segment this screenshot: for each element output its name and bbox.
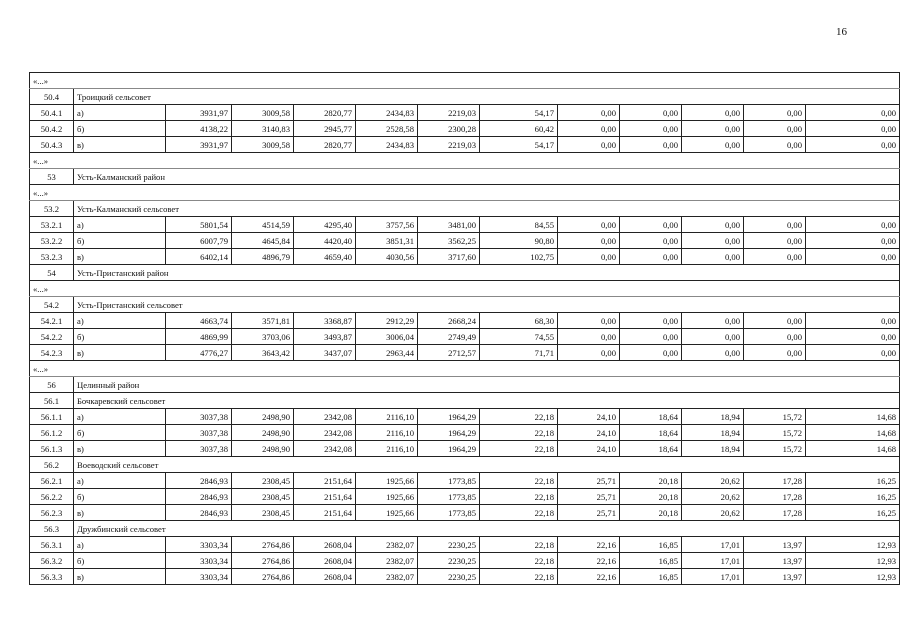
value-cell: 20,18 xyxy=(620,489,682,505)
value-cell: 3437,07 xyxy=(294,345,356,361)
row-code: 54.2.1 xyxy=(30,313,74,329)
group-row xyxy=(30,521,900,537)
table-row xyxy=(30,105,900,121)
value-cell: 0,00 xyxy=(558,329,620,345)
value-cell: 0,00 xyxy=(682,345,744,361)
value-cell: 2764,86 xyxy=(232,537,294,553)
value-cell: 15,72 xyxy=(744,425,806,441)
value-cell: 2382,07 xyxy=(356,569,418,585)
value-cell: 22,18 xyxy=(480,569,558,585)
row-code: 53.2 xyxy=(30,201,74,217)
value-cell: 0,00 xyxy=(744,345,806,361)
value-cell: 20,18 xyxy=(620,473,682,489)
value-cell: 2219,03 xyxy=(418,137,480,153)
value-cell: 2151,64 xyxy=(294,489,356,505)
table-row xyxy=(30,233,900,249)
value-cell: 3931,97 xyxy=(166,105,232,121)
row-code: 56.2.2 xyxy=(30,489,74,505)
value-cell: 0,00 xyxy=(744,217,806,233)
table-row xyxy=(30,569,900,585)
value-cell: 0,00 xyxy=(806,233,900,249)
table-row xyxy=(30,553,900,569)
value-cell: 2230,25 xyxy=(418,537,480,553)
value-cell: 13,97 xyxy=(744,569,806,585)
row-subitem: б) xyxy=(74,425,166,441)
value-cell: 25,71 xyxy=(558,505,620,521)
value-cell: 0,00 xyxy=(620,121,682,137)
group-row xyxy=(30,297,900,313)
ellipsis-row xyxy=(30,153,900,169)
value-cell: 16,85 xyxy=(620,569,682,585)
value-cell: 2116,10 xyxy=(356,425,418,441)
value-cell: 3703,06 xyxy=(232,329,294,345)
value-cell: 3851,31 xyxy=(356,233,418,249)
value-cell: 24,10 xyxy=(558,425,620,441)
value-cell: 0,00 xyxy=(620,137,682,153)
value-cell: 20,62 xyxy=(682,505,744,521)
table-row xyxy=(30,441,900,457)
value-cell: 2749,49 xyxy=(418,329,480,345)
value-cell: 0,00 xyxy=(806,121,900,137)
table-row xyxy=(30,425,900,441)
value-cell: 1964,29 xyxy=(418,441,480,457)
value-cell: 22,18 xyxy=(480,537,558,553)
value-cell: 4420,40 xyxy=(294,233,356,249)
table-row xyxy=(30,537,900,553)
group-name: Воеводский сельсовет xyxy=(74,457,900,473)
value-cell: 17,01 xyxy=(682,553,744,569)
value-cell: 0,00 xyxy=(682,233,744,249)
value-cell: 22,16 xyxy=(558,569,620,585)
value-cell: 2820,77 xyxy=(294,105,356,121)
group-row xyxy=(30,265,900,281)
ellipsis-cell: «...» xyxy=(30,281,900,297)
value-cell: 0,00 xyxy=(620,105,682,121)
value-cell: 3571,81 xyxy=(232,313,294,329)
value-cell: 2945,77 xyxy=(294,121,356,137)
value-cell: 2498,90 xyxy=(232,409,294,425)
value-cell: 0,00 xyxy=(744,249,806,265)
value-cell: 2382,07 xyxy=(356,537,418,553)
row-code: 50.4.2 xyxy=(30,121,74,137)
value-cell: 4295,40 xyxy=(294,217,356,233)
value-cell: 24,10 xyxy=(558,441,620,457)
row-code: 53.2.3 xyxy=(30,249,74,265)
value-cell: 3717,60 xyxy=(418,249,480,265)
row-code: 56.3 xyxy=(30,521,74,537)
value-cell: 71,71 xyxy=(480,345,558,361)
value-cell: 20,62 xyxy=(682,489,744,505)
row-subitem: б) xyxy=(74,233,166,249)
value-cell: 14,68 xyxy=(806,425,900,441)
value-cell: 2342,08 xyxy=(294,441,356,457)
row-subitem: б) xyxy=(74,121,166,137)
value-cell: 1925,66 xyxy=(356,473,418,489)
value-cell: 54,17 xyxy=(480,105,558,121)
value-cell: 3931,97 xyxy=(166,137,232,153)
table-body xyxy=(30,73,900,585)
value-cell: 2230,25 xyxy=(418,569,480,585)
row-subitem: а) xyxy=(74,217,166,233)
value-cell: 2764,86 xyxy=(232,553,294,569)
value-cell: 12,93 xyxy=(806,537,900,553)
ellipsis-cell: «...» xyxy=(30,73,900,89)
row-subitem: б) xyxy=(74,329,166,345)
row-subitem: б) xyxy=(74,489,166,505)
value-cell: 2342,08 xyxy=(294,409,356,425)
row-code: 54.2.2 xyxy=(30,329,74,345)
value-cell: 2764,86 xyxy=(232,569,294,585)
row-subitem: в) xyxy=(74,505,166,521)
row-code: 54.2.3 xyxy=(30,345,74,361)
value-cell: 2528,58 xyxy=(356,121,418,137)
value-cell: 74,55 xyxy=(480,329,558,345)
value-cell: 1964,29 xyxy=(418,425,480,441)
value-cell: 2498,90 xyxy=(232,441,294,457)
value-cell: 22,18 xyxy=(480,441,558,457)
value-cell: 2434,83 xyxy=(356,137,418,153)
row-code: 54 xyxy=(30,265,74,281)
row-code: 56.1.3 xyxy=(30,441,74,457)
value-cell: 18,64 xyxy=(620,441,682,457)
value-cell: 60,42 xyxy=(480,121,558,137)
value-cell: 15,72 xyxy=(744,441,806,457)
value-cell: 2308,45 xyxy=(232,489,294,505)
row-code: 56.3.2 xyxy=(30,553,74,569)
ellipsis-row xyxy=(30,281,900,297)
table-row xyxy=(30,345,900,361)
value-cell: 0,00 xyxy=(682,137,744,153)
row-code: 54.2 xyxy=(30,297,74,313)
value-cell: 0,00 xyxy=(744,233,806,249)
group-row xyxy=(30,393,900,409)
value-cell: 2434,83 xyxy=(356,105,418,121)
value-cell: 13,97 xyxy=(744,537,806,553)
row-code: 53 xyxy=(30,169,74,185)
value-cell: 4663,74 xyxy=(166,313,232,329)
value-cell: 16,25 xyxy=(806,505,900,521)
value-cell: 2498,90 xyxy=(232,425,294,441)
value-cell: 0,00 xyxy=(558,137,620,153)
value-cell: 3303,34 xyxy=(166,537,232,553)
tariff-table xyxy=(29,72,900,585)
value-cell: 2912,29 xyxy=(356,313,418,329)
value-cell: 3643,42 xyxy=(232,345,294,361)
value-cell: 3140,83 xyxy=(232,121,294,137)
value-cell: 4896,79 xyxy=(232,249,294,265)
row-code: 50.4 xyxy=(30,89,74,105)
row-subitem: а) xyxy=(74,105,166,121)
value-cell: 25,71 xyxy=(558,489,620,505)
value-cell: 3037,38 xyxy=(166,409,232,425)
row-subitem: в) xyxy=(74,441,166,457)
ellipsis-row xyxy=(30,185,900,201)
value-cell: 25,71 xyxy=(558,473,620,489)
value-cell: 4776,27 xyxy=(166,345,232,361)
value-cell: 0,00 xyxy=(558,233,620,249)
value-cell: 22,16 xyxy=(558,537,620,553)
row-subitem: в) xyxy=(74,137,166,153)
row-code: 56.3.3 xyxy=(30,569,74,585)
group-row xyxy=(30,457,900,473)
value-cell: 2308,45 xyxy=(232,473,294,489)
value-cell: 0,00 xyxy=(558,121,620,137)
value-cell: 22,18 xyxy=(480,489,558,505)
value-cell: 0,00 xyxy=(682,313,744,329)
row-subitem: а) xyxy=(74,473,166,489)
value-cell: 18,94 xyxy=(682,409,744,425)
row-code: 56.2.1 xyxy=(30,473,74,489)
table-row xyxy=(30,313,900,329)
value-cell: 1773,85 xyxy=(418,473,480,489)
value-cell: 0,00 xyxy=(806,249,900,265)
ellipsis-row xyxy=(30,361,900,377)
row-subitem: а) xyxy=(74,313,166,329)
value-cell: 3303,34 xyxy=(166,553,232,569)
value-cell: 14,68 xyxy=(806,409,900,425)
group-row xyxy=(30,169,900,185)
value-cell: 22,18 xyxy=(480,409,558,425)
value-cell: 17,28 xyxy=(744,489,806,505)
value-cell: 18,64 xyxy=(620,425,682,441)
value-cell: 2342,08 xyxy=(294,425,356,441)
group-name: Бочкаревский сельсовет xyxy=(74,393,900,409)
value-cell: 0,00 xyxy=(806,313,900,329)
value-cell: 6007,79 xyxy=(166,233,232,249)
value-cell: 2608,04 xyxy=(294,553,356,569)
value-cell: 3368,87 xyxy=(294,313,356,329)
value-cell: 0,00 xyxy=(744,313,806,329)
value-cell: 16,85 xyxy=(620,553,682,569)
table-row xyxy=(30,505,900,521)
value-cell: 2846,93 xyxy=(166,489,232,505)
value-cell: 0,00 xyxy=(558,313,620,329)
value-cell: 2308,45 xyxy=(232,505,294,521)
value-cell: 1773,85 xyxy=(418,489,480,505)
value-cell: 17,28 xyxy=(744,473,806,489)
group-name: Дружбинский сельсовет xyxy=(74,521,900,537)
value-cell: 6402,14 xyxy=(166,249,232,265)
value-cell: 3037,38 xyxy=(166,425,232,441)
row-subitem: в) xyxy=(74,345,166,361)
table-row xyxy=(30,473,900,489)
value-cell: 3006,04 xyxy=(356,329,418,345)
value-cell: 2608,04 xyxy=(294,537,356,553)
value-cell: 13,97 xyxy=(744,553,806,569)
row-code: 53.2.2 xyxy=(30,233,74,249)
group-row xyxy=(30,201,900,217)
value-cell: 2820,77 xyxy=(294,137,356,153)
table-row xyxy=(30,137,900,153)
value-cell: 2151,64 xyxy=(294,473,356,489)
value-cell: 1925,66 xyxy=(356,489,418,505)
value-cell: 3009,58 xyxy=(232,105,294,121)
value-cell: 4138,22 xyxy=(166,121,232,137)
value-cell: 3037,38 xyxy=(166,441,232,457)
value-cell: 0,00 xyxy=(744,105,806,121)
value-cell: 0,00 xyxy=(620,217,682,233)
value-cell: 12,93 xyxy=(806,569,900,585)
value-cell: 0,00 xyxy=(682,105,744,121)
group-name: Троицкий сельсовет xyxy=(74,89,900,105)
row-subitem: а) xyxy=(74,537,166,553)
value-cell: 0,00 xyxy=(620,345,682,361)
value-cell: 0,00 xyxy=(620,313,682,329)
value-cell: 18,94 xyxy=(682,441,744,457)
value-cell: 2712,57 xyxy=(418,345,480,361)
value-cell: 16,85 xyxy=(620,537,682,553)
table-row xyxy=(30,249,900,265)
value-cell: 22,18 xyxy=(480,473,558,489)
value-cell: 1925,66 xyxy=(356,505,418,521)
value-cell: 54,17 xyxy=(480,137,558,153)
group-name: Усть-Пристанский район xyxy=(74,265,900,281)
value-cell: 3481,00 xyxy=(418,217,480,233)
value-cell: 20,18 xyxy=(620,505,682,521)
value-cell: 22,18 xyxy=(480,553,558,569)
table-row xyxy=(30,121,900,137)
group-name: Усть-Пристанский сельсовет xyxy=(74,297,900,313)
value-cell: 14,68 xyxy=(806,441,900,457)
value-cell: 0,00 xyxy=(558,217,620,233)
value-cell: 0,00 xyxy=(806,217,900,233)
row-code: 50.4.3 xyxy=(30,137,74,153)
value-cell: 2382,07 xyxy=(356,553,418,569)
value-cell: 0,00 xyxy=(620,233,682,249)
value-cell: 3757,56 xyxy=(356,217,418,233)
value-cell: 4659,40 xyxy=(294,249,356,265)
value-cell: 3493,87 xyxy=(294,329,356,345)
value-cell: 2116,10 xyxy=(356,441,418,457)
group-name: Целинный район xyxy=(74,377,900,393)
table-row xyxy=(30,489,900,505)
table-row xyxy=(30,329,900,345)
value-cell: 17,01 xyxy=(682,569,744,585)
value-cell: 24,10 xyxy=(558,409,620,425)
value-cell: 2846,93 xyxy=(166,473,232,489)
value-cell: 0,00 xyxy=(620,249,682,265)
value-cell: 3303,34 xyxy=(166,569,232,585)
ellipsis-row xyxy=(30,73,900,89)
group-row xyxy=(30,377,900,393)
value-cell: 17,28 xyxy=(744,505,806,521)
value-cell: 2608,04 xyxy=(294,569,356,585)
value-cell: 0,00 xyxy=(806,345,900,361)
value-cell: 0,00 xyxy=(744,121,806,137)
group-name: Усть-Калманский сельсовет xyxy=(74,201,900,217)
page-number: 16 xyxy=(836,26,847,38)
value-cell: 0,00 xyxy=(558,105,620,121)
value-cell: 4030,56 xyxy=(356,249,418,265)
table-row xyxy=(30,217,900,233)
row-subitem: в) xyxy=(74,249,166,265)
row-code: 56 xyxy=(30,377,74,393)
ellipsis-cell: «...» xyxy=(30,185,900,201)
value-cell: 20,62 xyxy=(682,473,744,489)
row-subitem: б) xyxy=(74,553,166,569)
value-cell: 17,01 xyxy=(682,537,744,553)
value-cell: 22,18 xyxy=(480,505,558,521)
value-cell: 0,00 xyxy=(806,105,900,121)
value-cell: 1964,29 xyxy=(418,409,480,425)
value-cell: 4869,99 xyxy=(166,329,232,345)
group-name: Усть-Калманский район xyxy=(74,169,900,185)
value-cell: 2668,24 xyxy=(418,313,480,329)
ellipsis-cell: «...» xyxy=(30,153,900,169)
value-cell: 68,30 xyxy=(480,313,558,329)
value-cell: 0,00 xyxy=(558,249,620,265)
value-cell: 84,55 xyxy=(480,217,558,233)
value-cell: 2230,25 xyxy=(418,553,480,569)
value-cell: 22,18 xyxy=(480,425,558,441)
value-cell: 102,75 xyxy=(480,249,558,265)
row-code: 56.2.3 xyxy=(30,505,74,521)
value-cell: 1773,85 xyxy=(418,505,480,521)
value-cell: 16,25 xyxy=(806,473,900,489)
row-code: 56.3.1 xyxy=(30,537,74,553)
value-cell: 0,00 xyxy=(806,137,900,153)
value-cell: 16,25 xyxy=(806,489,900,505)
value-cell: 18,64 xyxy=(620,409,682,425)
row-code: 56.1.1 xyxy=(30,409,74,425)
value-cell: 18,94 xyxy=(682,425,744,441)
value-cell: 2219,03 xyxy=(418,105,480,121)
row-code: 53.2.1 xyxy=(30,217,74,233)
value-cell: 5801,54 xyxy=(166,217,232,233)
value-cell: 0,00 xyxy=(682,217,744,233)
row-subitem: а) xyxy=(74,409,166,425)
row-code: 56.1.2 xyxy=(30,425,74,441)
value-cell: 22,16 xyxy=(558,553,620,569)
value-cell: 2963,44 xyxy=(356,345,418,361)
value-cell: 4645,84 xyxy=(232,233,294,249)
value-cell: 15,72 xyxy=(744,409,806,425)
value-cell: 0,00 xyxy=(682,329,744,345)
value-cell: 0,00 xyxy=(744,329,806,345)
value-cell: 4514,59 xyxy=(232,217,294,233)
value-cell: 3562,25 xyxy=(418,233,480,249)
value-cell: 0,00 xyxy=(620,329,682,345)
value-cell: 0,00 xyxy=(682,249,744,265)
row-code: 56.1 xyxy=(30,393,74,409)
value-cell: 0,00 xyxy=(558,345,620,361)
value-cell: 0,00 xyxy=(806,329,900,345)
row-code: 50.4.1 xyxy=(30,105,74,121)
row-code: 56.2 xyxy=(30,457,74,473)
value-cell: 2846,93 xyxy=(166,505,232,521)
group-row xyxy=(30,89,900,105)
row-subitem: в) xyxy=(74,569,166,585)
value-cell: 0,00 xyxy=(744,137,806,153)
value-cell: 2116,10 xyxy=(356,409,418,425)
value-cell: 2151,64 xyxy=(294,505,356,521)
ellipsis-cell: «...» xyxy=(30,361,900,377)
value-cell: 0,00 xyxy=(682,121,744,137)
value-cell: 12,93 xyxy=(806,553,900,569)
value-cell: 3009,58 xyxy=(232,137,294,153)
value-cell: 2300,28 xyxy=(418,121,480,137)
table-row xyxy=(30,409,900,425)
value-cell: 90,80 xyxy=(480,233,558,249)
